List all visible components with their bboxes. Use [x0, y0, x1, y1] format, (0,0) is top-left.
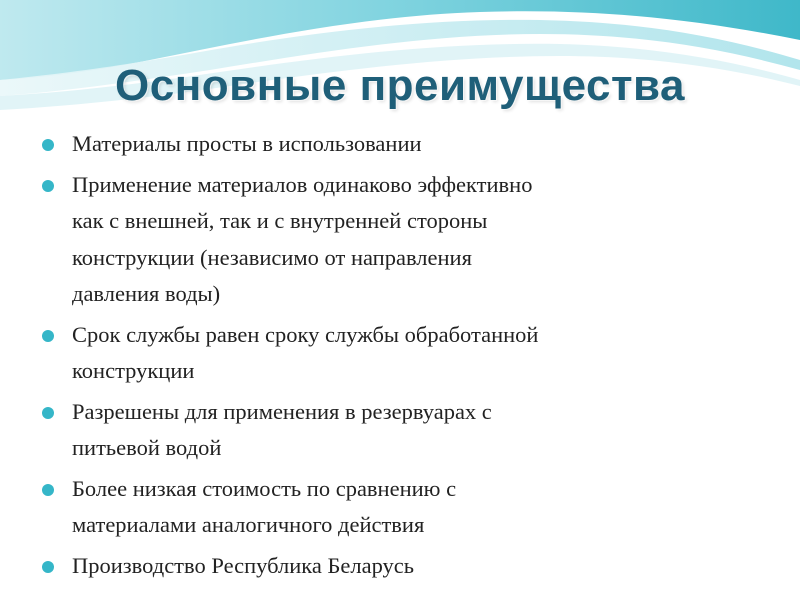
page-title: Основные преимущества [115, 61, 685, 110]
list-item [42, 548, 742, 585]
bullet-icon [42, 561, 54, 573]
bullet-text: Производство Республика Беларусь [72, 552, 415, 578]
bullet-text: Срок службы равен сроку службы обработанной конструкции [72, 321, 539, 383]
list-item [42, 471, 742, 544]
bullet-icon [42, 139, 54, 151]
list-item [42, 167, 742, 313]
bullet-icon [42, 484, 54, 496]
bullet-text: Разрешены для применения в резервуарах с питьевой водой [72, 398, 492, 460]
list-item [42, 317, 742, 390]
list-item [42, 394, 742, 467]
bullet-text: Более низкая стоимость по сравнению с материалами аналогичного действия [72, 475, 457, 537]
bullet-text: Применение материалов одинаково эффективно как с внешней, так и с внутренней стороны конструкции (независимо от направления давления воды) [72, 171, 533, 306]
bullet-icon [42, 407, 54, 419]
bullet-icon [42, 330, 54, 342]
bullet-text: Материалы просты в использовании [72, 131, 422, 156]
list-item [42, 126, 742, 163]
bullet-icon [42, 180, 54, 192]
bullet-list [42, 126, 742, 588]
